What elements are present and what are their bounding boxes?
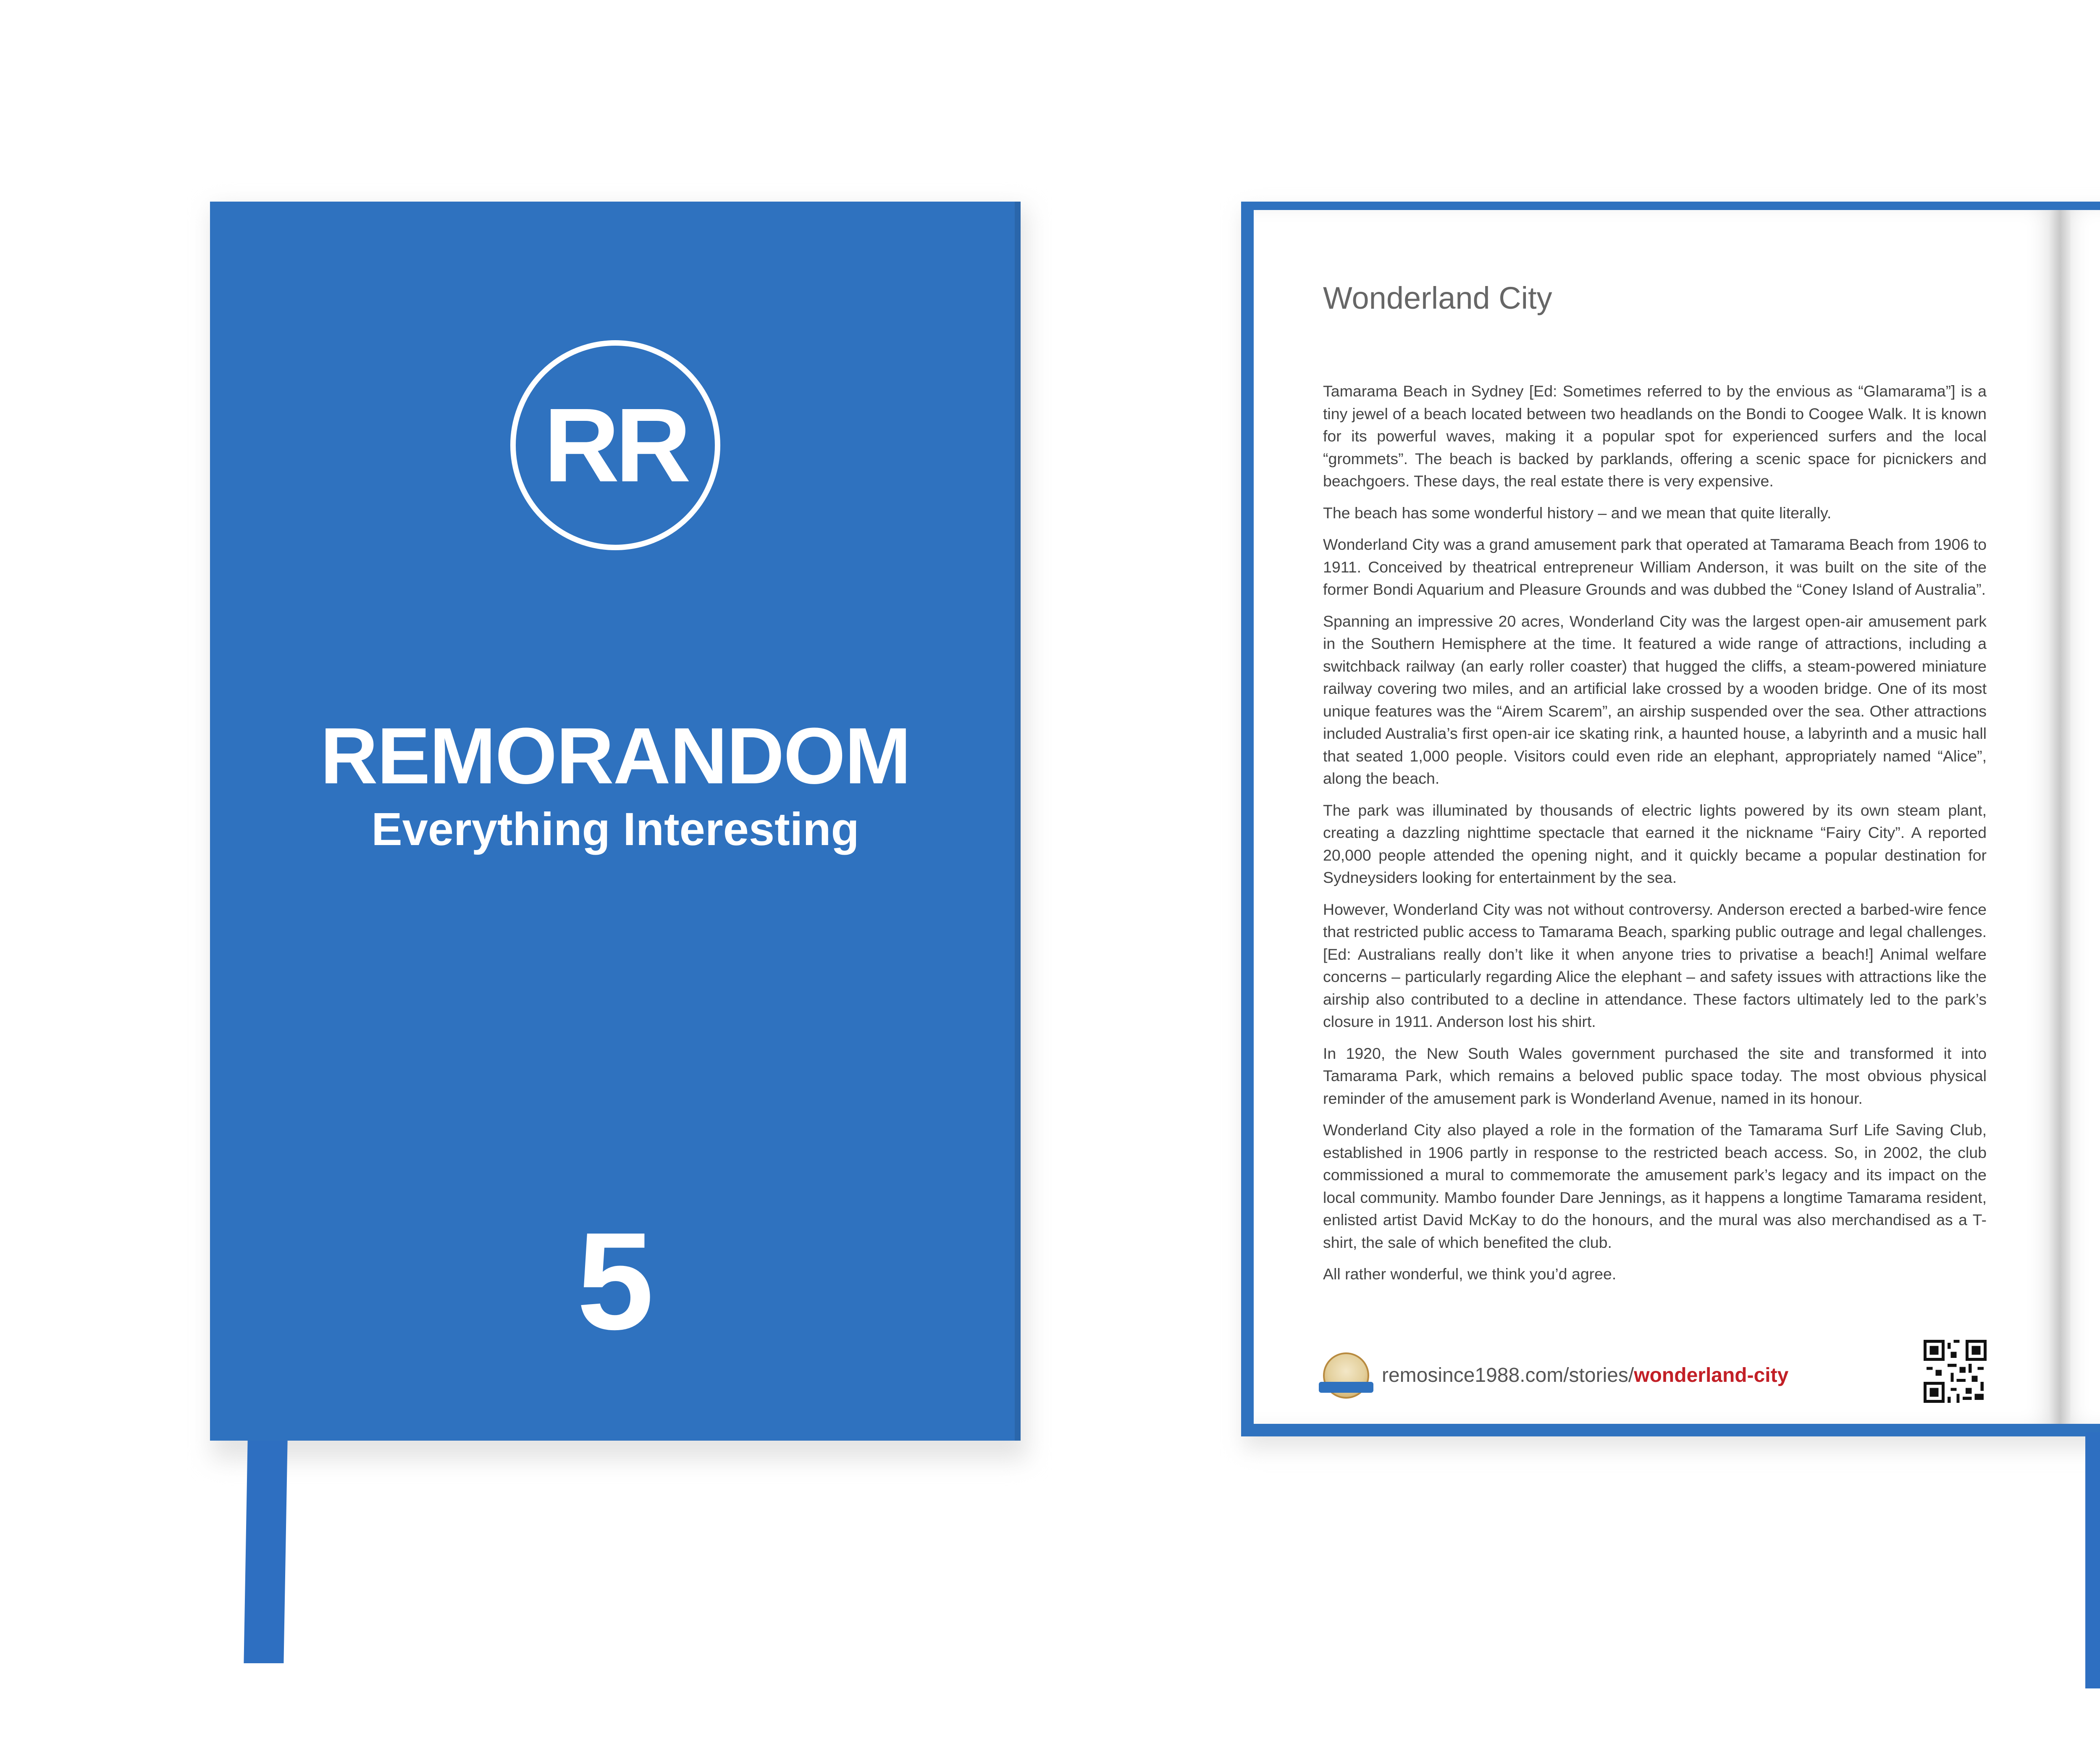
book-gutter [2050,210,2071,1424]
article-paragraph: Tamarama Beach in Sydney [Ed: Sometimes referred to by the envious as “Glamarama”] is a tiny jewel of a beach located between two headlands on the Bondi to Coogee Walk. It is known for its powerful waves, making it a popular spot for experienced surfers and the local “grommets”. The beach is backed by parklands, offering a scenic space for picnickers and beachgoers. These days, the real estate there is very expensive. [1323,382,1987,490]
cover-bookmark-ribbon [244,1441,287,1663]
article-paragraph: Spanning an impressive 20 acres, Wonderland City was the largest open-air amusement park in the Southern Hemisphere at the time. It featured a wide range of attractions, including a switchback railway (an early roller coaster) that hugged the cliffs, a steam-powered miniature railway covering two miles, and an artificial lake crossed by a wooden bridge. One of its most unique features was the “Airem Scarem”, an airship suspended over the sea. Other attractions included Australia’s first open-air ice skating rink, a haunted house, a labyrinth and a music hall that seated 1,000 people. Visitors could even ride an elephant, appropriately named “Alice”, along the beach. [1323,612,1987,787]
cover-subtitle: Everything Interesting [371,803,859,855]
qr-code-icon[interactable] [1924,1340,1987,1403]
article-paragraph: However, Wonderland City was not without controversy. Anderson erected a barbed-wire fence that restricted public access to Tamarama Beach, sparking public outrage and legal challenges. [Ed: Australians really don’t like it when anyone tries to privatise a beach!] Animal welfare concerns – particularly regarding Alice the elephant – and safety issues with attractions like the airship also contributed to a decline in attendance. These factors ultimately led to the park’s closure in 1911. Anderson lost his shirt. [1323,900,1987,1030]
story-url-base: remosince1988.com/stories/ [1382,1364,1634,1386]
article-body [1323,380,1987,1295]
article-paragraph: All rather wonderful, we think you’d agree. [1323,1265,1617,1283]
article-paragraph: Wonderland City was a grand amusement park that operated at Tamarama Beach from 1906 to 1911. Conceived by theatrical entrepreneur William Anderson, it was built on the site of the former Bondi Aquarium and Pleasure Grounds and was dubbed the “Coney Island of Australia”. [1323,536,1987,598]
cover-title: REMORANDOM [320,711,911,801]
story-url-slug: wonderland-city [1634,1364,1789,1386]
article-paragraph: Wonderland City also played a role in the formation of the Tamarama Surf Life Saving Club, established in 1906 partly in response to the restricted beach access. So, in 2002, the club commissioned a mural to commemorate the amusement park’s legacy and its impact on the local community. Mambo founder Dare Jennings, as it happens a longtime Tamarama resident, enlisted artist David McKay to do the honours, and the mural was also merchandised as a T-shirt, the sale of which benefited the club. [1323,1121,1987,1251]
article-paragraph: The park was illuminated by thousands of electric lights powered by its own steam plant, creating a dazzling nighttime spectacle that earned it the nickname “Fairy City”. A reported 20,000 people attended the opening night, and it quickly became a popular destination for Sydneysiders looking for entertainment by the sea. [1323,801,1987,886]
cover-logo: RR [510,340,720,550]
article-paragraph: In 1920, the New South Wales government purchased the site and transformed it into Tamarama Park, which remains a beloved public space today. The most obvious physical reminder of the amusement park is Wonderland Avenue, named in its honour. [1323,1044,1987,1107]
article-paragraph: The beach has some wonderful history – and we mean that quite literally. [1323,504,1832,522]
page-title: Wonderland City [1323,281,1552,315]
story-url[interactable] [1382,1363,1788,1388]
seal-ribbon-icon [1319,1382,1373,1393]
book-bookmark-ribbon [2085,1432,2100,1688]
cover-volume-number: 5 [577,1203,654,1358]
